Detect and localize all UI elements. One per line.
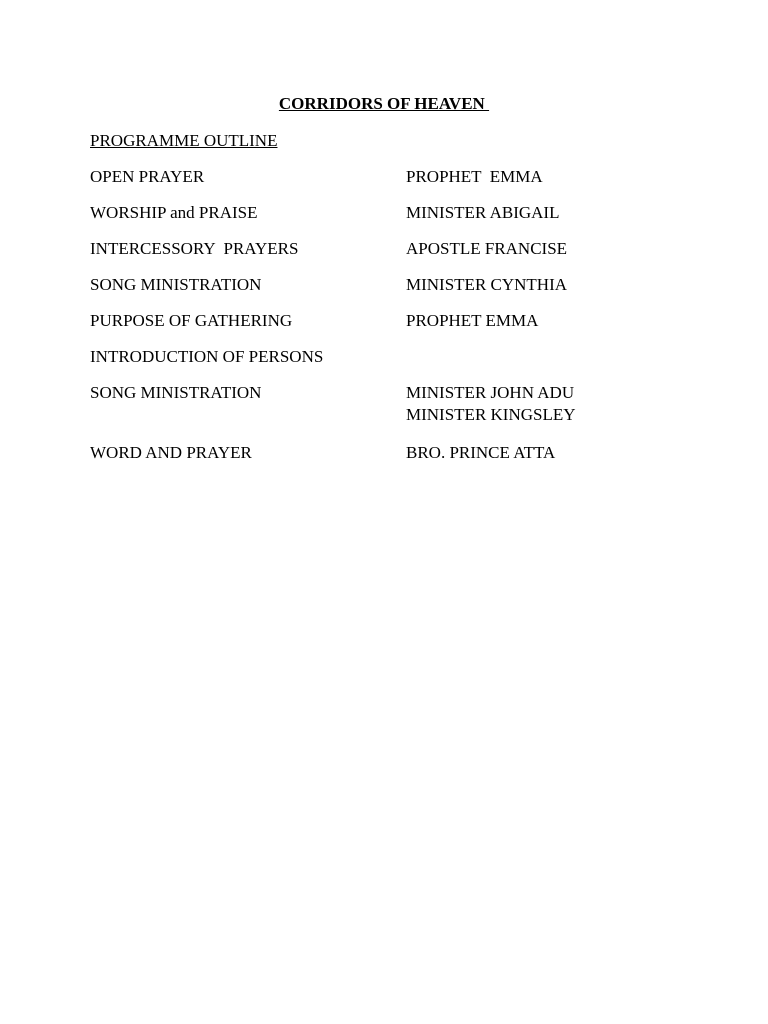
programme-outline-heading: PROGRAMME OUTLINE xyxy=(90,131,278,150)
programme-activity: SONG MINISTRATION xyxy=(90,275,262,294)
programme-activity: OPEN PRAYER xyxy=(90,167,205,186)
programme-row xyxy=(90,311,690,331)
programme-leader: BRO. PRINCE ATTA xyxy=(406,443,556,462)
programme-leader: PROPHET EMMA xyxy=(406,311,539,330)
programme-leader: PROPHET EMMA xyxy=(406,167,543,186)
programme-activity: PURPOSE OF GATHERING xyxy=(90,311,293,330)
programme-leaders xyxy=(406,311,690,331)
programme-leaders xyxy=(406,239,690,259)
programme-leaders xyxy=(406,443,690,463)
programme-activity: WORD AND PRAYER xyxy=(90,443,252,462)
programme-row xyxy=(90,203,690,223)
programme-leaders xyxy=(406,203,690,223)
programme-row xyxy=(90,383,690,427)
programme-row xyxy=(90,275,690,295)
programme-activity: INTRODUCTION OF PERSONS xyxy=(90,347,324,366)
programme-list xyxy=(90,167,690,479)
programme-activity: WORSHIP and PRAISE xyxy=(90,203,258,222)
programme-leader: MINISTER JOHN ADU xyxy=(406,383,575,402)
programme-leader: MINISTER ABIGAIL xyxy=(406,203,560,222)
programme-leaders xyxy=(406,383,690,427)
programme-activity: SONG MINISTRATION xyxy=(90,383,262,402)
programme-leader: MINISTER KINGSLEY xyxy=(406,405,576,424)
document-title: CORRIDORS OF HEAVEN xyxy=(278,94,490,113)
programme-activity: INTERCESSORY PRAYERS xyxy=(90,239,299,258)
programme-row xyxy=(90,167,690,187)
programme-leader: MINISTER CYNTHIA xyxy=(406,275,568,294)
programme-row xyxy=(90,347,690,367)
programme-row xyxy=(90,443,690,463)
programme-leaders xyxy=(406,167,690,187)
programme-leader: APOSTLE FRANCISE xyxy=(406,239,568,258)
programme-leaders xyxy=(406,347,690,367)
programme-row xyxy=(90,239,690,259)
programme-leaders xyxy=(406,275,690,295)
